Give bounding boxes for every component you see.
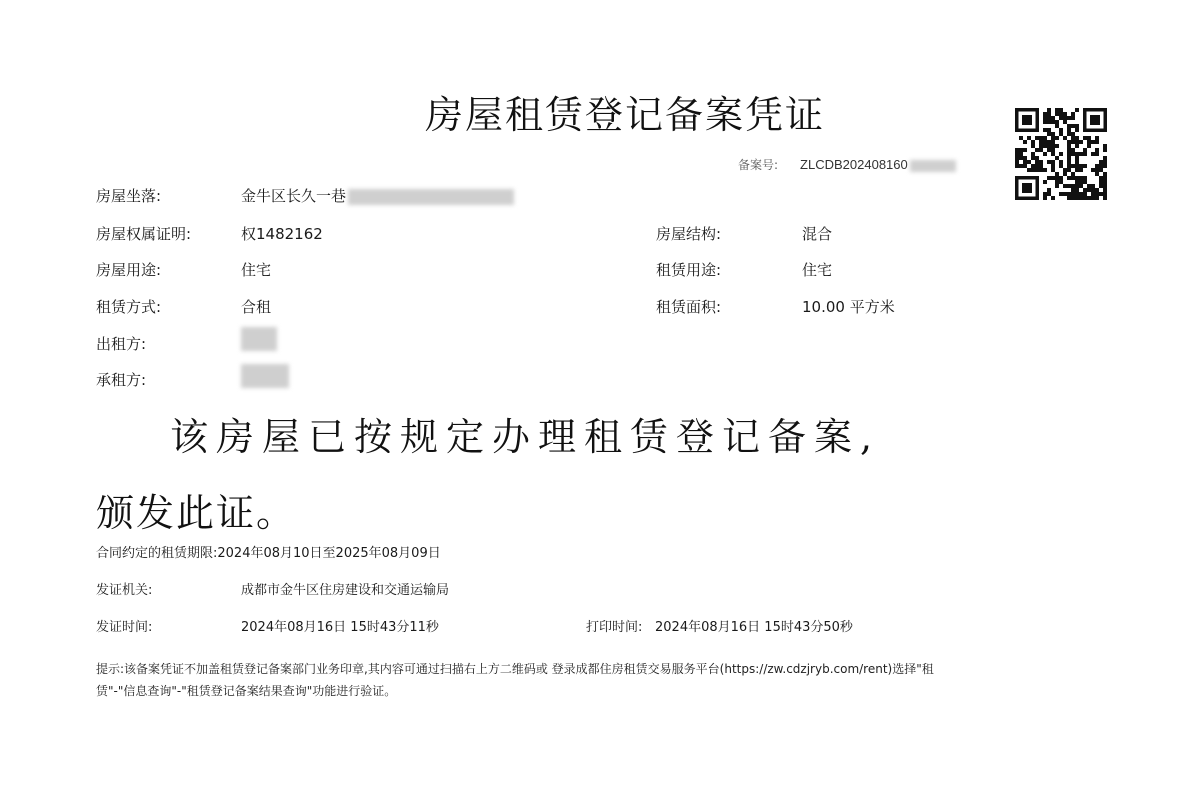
record-number-value: ZLCDB202408160 [800,157,908,172]
structure-label: 房屋结构: [656,225,722,243]
lease-term-label: 合同约定的租赁期限: [96,546,218,561]
location-label: 房屋坐落: [96,187,162,205]
lease-area-label: 租赁面积: [656,298,722,316]
lease-usage-label: 租赁用途: [656,261,722,279]
statement-line-2: 颁发此证。 [96,491,297,535]
lessor-label: 出租方: [96,335,147,353]
qr-code-icon[interactable] [1015,108,1107,200]
verification-notice [96,658,1056,702]
ownership-label: 房屋权属证明: [96,225,192,243]
print-time-value: 2024年08月16日 15时43分50秒 [655,620,853,635]
redacted-block [348,189,514,205]
record-number-label: 备案号: [738,158,779,172]
redacted-block [241,327,277,351]
statement-line-1: 该房屋已按规定办理租赁登记备案, [170,415,881,459]
ownership-value: 权1482162 [241,225,323,243]
notice-line-1: 提示:该备案凭证不加盖租赁登记备案部门业务印章,其内容可通过扫描右上方二维码或 登录成都住房租赁交易服务平台(https://zw.cdzjryb.com/rent)选择"租 [96,662,934,676]
lease-mode-label: 租赁方式: [96,298,162,316]
lease-term [96,542,441,561]
print-time-label: 打印时间: [586,620,643,635]
redacted-block [910,160,956,172]
location-text: 金牛区长久一巷 [241,187,347,205]
issue-time-label: 发证时间: [96,620,153,635]
location-value [241,185,514,206]
document-title: 房屋租赁登记备案凭证 [424,93,825,137]
record-number [738,156,956,173]
structure-value: 混合 [802,225,833,243]
redacted-block [241,364,289,388]
notice-line-2: 赁"-"信息查询"-"租赁登记备案结果查询"功能进行验证。 [96,684,397,698]
lessee-value [241,364,289,388]
issue-time-value: 2024年08月16日 15时43分11秒 [241,620,439,635]
lease-term-value: 2024年08月10日至2025年08月09日 [217,546,441,561]
lessee-label: 承租方: [96,371,147,389]
usage-value: 住宅 [241,261,272,279]
lessor-value [241,327,277,351]
issuer-label: 发证机关: [96,583,153,598]
issuer-value: 成都市金牛区住房建设和交通运输局 [241,583,450,598]
lease-usage-value: 住宅 [802,261,833,279]
lease-mode-value: 合租 [241,298,272,316]
usage-label: 房屋用途: [96,261,162,279]
lease-area-value: 10.00 平方米 [802,298,895,316]
